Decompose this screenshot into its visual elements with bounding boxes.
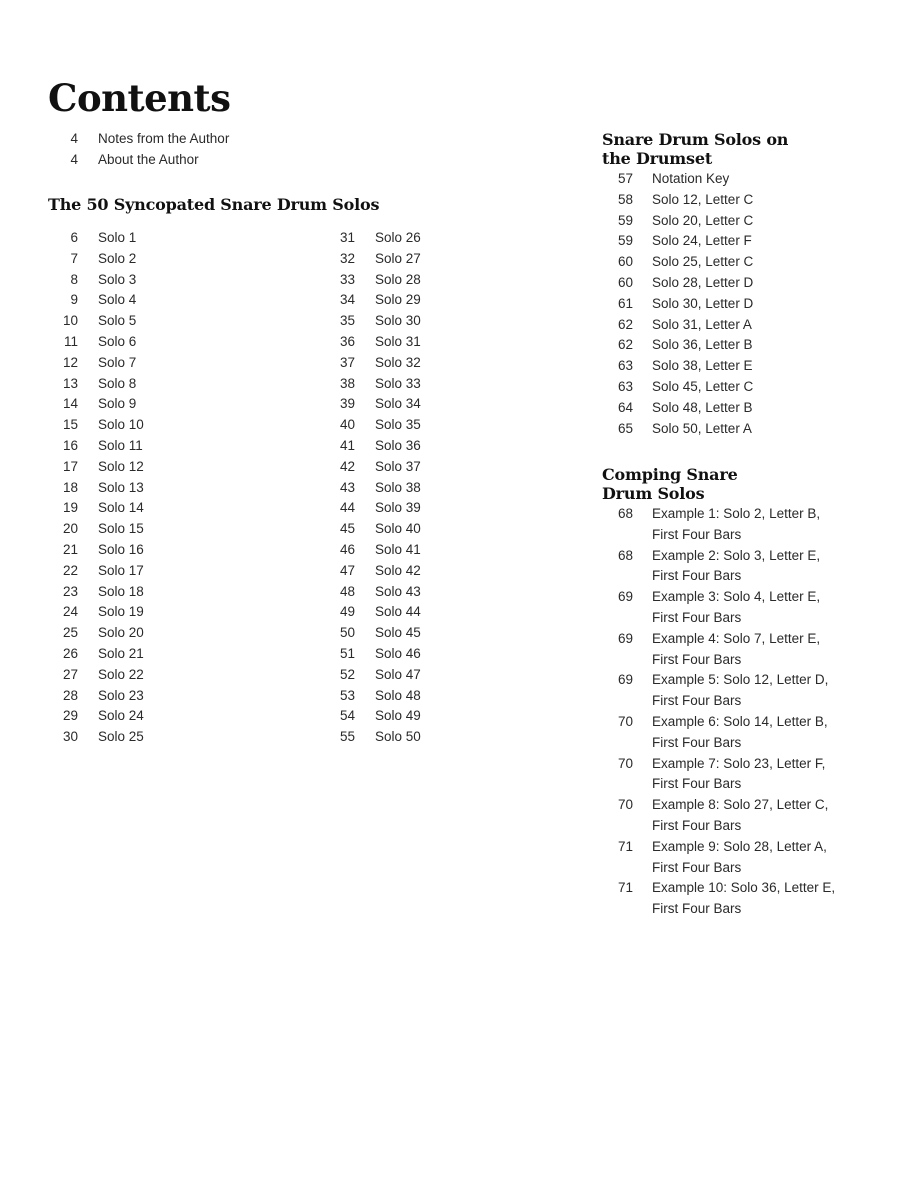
toc-entry xyxy=(48,353,144,374)
toc-entry xyxy=(48,686,144,707)
toc-entry-label: Solo 31 xyxy=(375,333,421,349)
toc-entry-label: Solo 3 xyxy=(98,271,137,287)
toc-page-number: 68 xyxy=(617,547,633,563)
toc-entry xyxy=(325,394,421,415)
toc-page-number: 71 xyxy=(617,838,633,854)
toc-entry xyxy=(325,249,421,270)
toc-entry xyxy=(325,415,421,436)
toc-page-number: 59 xyxy=(617,233,633,249)
toc-entry xyxy=(325,727,421,748)
toc-page-number: 17 xyxy=(62,458,78,474)
toc-entry xyxy=(600,211,753,232)
toc-entry xyxy=(48,478,144,499)
toc-entry xyxy=(325,561,421,582)
toc-entry-label: Solo 36, Letter B xyxy=(652,337,753,353)
toc-entry-label: Solo 44 xyxy=(375,604,421,620)
toc-page-number: 11 xyxy=(63,333,78,349)
toc-page-number: 30 xyxy=(62,729,78,745)
toc-entry-label: Solo 36 xyxy=(375,437,421,453)
toc-entry xyxy=(600,398,753,419)
toc-entry xyxy=(325,602,421,623)
toc-page-number: 22 xyxy=(62,562,78,578)
toc-entry xyxy=(325,519,421,540)
toc-page-number: 41 xyxy=(339,437,355,453)
toc-entry xyxy=(48,561,144,582)
toc-page-number: 52 xyxy=(339,666,355,682)
toc-entry-label: Solo 28, Letter D xyxy=(652,274,754,290)
toc-entry-label: Solo 22 xyxy=(98,666,144,682)
toc-page-number: 18 xyxy=(62,479,78,495)
toc-entry xyxy=(48,332,144,353)
toc-entry-label: Solo 45 xyxy=(375,625,421,641)
toc-entry-label: Solo 18 xyxy=(98,583,144,599)
toc-entry-label: Example 1: Solo 2, Letter B, First Four Bars xyxy=(652,506,821,542)
toc-entry-label: Solo 26 xyxy=(375,230,421,245)
toc-page-number: 26 xyxy=(62,645,78,661)
toc-page-number: 70 xyxy=(617,797,633,813)
page-title: Contents xyxy=(48,76,231,120)
toc-page-number: 64 xyxy=(617,399,633,415)
toc-entry-label: Solo 46 xyxy=(375,645,421,661)
toc-entry-label: Example 8: Solo 27, Letter C, First Four Bars xyxy=(652,797,829,833)
toc-page-number: 28 xyxy=(62,687,78,703)
toc-entry xyxy=(48,727,144,748)
toc-page-number: 8 xyxy=(70,271,78,287)
solos-column-2 xyxy=(325,228,421,748)
toc-entry xyxy=(325,311,421,332)
toc-entry-label: Solo 30, Letter D xyxy=(652,295,754,311)
toc-page-number: 39 xyxy=(339,396,355,412)
toc-entry-label: Solo 9 xyxy=(98,396,137,412)
toc-entry xyxy=(48,436,144,457)
toc-page-number: 7 xyxy=(70,250,78,266)
toc-entry-label: Solo 20, Letter C xyxy=(652,212,754,228)
toc-page-number: 60 xyxy=(617,274,633,290)
toc-entry xyxy=(600,837,835,879)
toc-entry-label: Solo 23 xyxy=(98,687,144,703)
toc-entry-label: Solo 28 xyxy=(375,271,421,287)
toc-page-number: 49 xyxy=(339,604,355,620)
toc-entry-label: Example 5: Solo 12, Letter D, First Four Bars xyxy=(652,672,829,709)
comping-list xyxy=(600,504,835,920)
toc-entry xyxy=(600,629,835,671)
toc-entry-label: Solo 30 xyxy=(375,313,421,329)
toc-entry-label: Solo 5 xyxy=(98,313,137,329)
toc-page-number: 19 xyxy=(62,500,78,516)
toc-entry-label: Example 9: Solo 28, Letter A, First Four Bars xyxy=(652,838,827,875)
toc-page-number: 33 xyxy=(339,271,355,287)
toc-page-number: 58 xyxy=(617,191,633,207)
toc-entry-label: Solo 7 xyxy=(98,354,137,370)
toc-entry xyxy=(600,335,753,356)
toc-entry xyxy=(325,374,421,395)
toc-page-number: 50 xyxy=(339,625,355,641)
toc-entry-label: Solo 20 xyxy=(98,625,144,641)
toc-entry-label: Solo 12, Letter C xyxy=(652,191,754,207)
toc-entry-label: Solo 19 xyxy=(98,604,144,620)
toc-page-number: 71 xyxy=(617,880,633,896)
toc-entry xyxy=(48,150,229,171)
toc-page-number: 42 xyxy=(339,458,355,474)
toc-page-number: 14 xyxy=(62,396,78,412)
toc-entry-label: Example 10: Solo 36, Letter E, First Four Bars xyxy=(652,880,836,917)
drumset-list xyxy=(600,169,753,439)
toc-page-number: 4 xyxy=(70,151,78,167)
toc-entry-label: Solo 35 xyxy=(375,417,421,433)
toc-entry xyxy=(325,540,421,561)
toc-entry-label: Solo 38 xyxy=(375,479,421,495)
toc-entry-label: Solo 25, Letter C xyxy=(652,254,754,270)
toc-page-number: 34 xyxy=(339,292,355,308)
toc-page-number: 13 xyxy=(62,375,78,391)
toc-entry-label: Solo 6 xyxy=(98,333,137,349)
toc-entry-label: Solo 1 xyxy=(98,230,137,245)
comping-section-heading: Comping Snare Drum Solos xyxy=(602,465,738,503)
toc-entry xyxy=(48,644,144,665)
toc-page-number: 27 xyxy=(62,666,78,682)
toc-page-number: 46 xyxy=(339,541,355,557)
toc-entry-label: Solo 16 xyxy=(98,541,144,557)
toc-entry-label: Solo 24, Letter F xyxy=(652,233,752,249)
toc-entry-label: Solo 41 xyxy=(375,541,421,557)
toc-entry-label: Example 2: Solo 3, Letter E, First Four Bars xyxy=(652,547,821,584)
toc-page-number: 12 xyxy=(62,354,78,370)
toc-page-number: 10 xyxy=(62,313,78,329)
toc-page-number: 51 xyxy=(339,645,355,661)
toc-entry-label: Solo 11 xyxy=(98,437,143,453)
toc-entry xyxy=(48,270,144,291)
toc-page-number: 6 xyxy=(70,230,78,245)
toc-entry-label: Solo 21 xyxy=(98,645,144,661)
toc-entry-label: Solo 50, Letter A xyxy=(652,420,752,436)
toc-entry xyxy=(600,273,753,294)
toc-page-number: 62 xyxy=(617,316,633,332)
toc-entry-label: Notation Key xyxy=(652,171,730,186)
toc-entry xyxy=(600,670,835,712)
toc-page-number: 62 xyxy=(617,337,633,353)
toc-entry xyxy=(325,644,421,665)
toc-entry xyxy=(600,712,835,754)
toc-entry-label: Solo 31, Letter A xyxy=(652,316,752,332)
toc-page-number: 40 xyxy=(339,417,355,433)
toc-page-number: 23 xyxy=(62,583,78,599)
toc-page-number: 44 xyxy=(339,500,355,516)
toc-entry xyxy=(600,504,835,546)
toc-page-number: 31 xyxy=(339,230,355,245)
toc-entry-label: Solo 49 xyxy=(375,708,421,724)
drumset-section-heading: Snare Drum Solos on the Drumset xyxy=(602,130,789,168)
toc-page-number: 9 xyxy=(70,292,78,308)
toc-entry xyxy=(325,623,421,644)
toc-entry-label: Solo 29 xyxy=(375,292,421,308)
toc-entry xyxy=(48,129,229,150)
toc-entry-label: Example 3: Solo 4, Letter E, First Four Bars xyxy=(652,589,821,625)
toc-entry xyxy=(48,228,144,249)
toc-entry xyxy=(325,353,421,374)
toc-entry-label: Solo 12 xyxy=(98,458,144,474)
toc-entry xyxy=(325,478,421,499)
toc-page-number: 54 xyxy=(339,708,355,724)
toc-entry xyxy=(600,231,753,252)
toc-page-number: 61 xyxy=(617,295,633,311)
toc-entry-label: Solo 24 xyxy=(98,708,144,724)
toc-entry-label: About the Author xyxy=(98,151,199,167)
toc-page-number: 38 xyxy=(339,375,355,391)
toc-entry-label: Solo 15 xyxy=(98,521,144,537)
toc-entry-label: Solo 14 xyxy=(98,500,144,516)
toc-entry xyxy=(600,878,835,920)
toc-entry xyxy=(48,311,144,332)
toc-page-number: 32 xyxy=(339,250,355,266)
intro-list xyxy=(48,129,229,171)
toc-entry-label: Solo 34 xyxy=(375,396,421,412)
toc-entry-label: Solo 10 xyxy=(98,417,144,433)
toc-entry xyxy=(600,315,753,336)
toc-page-number: 69 xyxy=(617,630,633,646)
toc-page-number: 20 xyxy=(62,521,78,537)
toc-page-number: 35 xyxy=(339,313,355,329)
toc-entry xyxy=(48,457,144,478)
toc-page-number: 45 xyxy=(339,521,355,537)
toc-entry xyxy=(600,587,835,629)
toc-page-number: 65 xyxy=(617,420,633,436)
toc-page-number: 29 xyxy=(62,708,78,724)
toc-entry xyxy=(600,356,753,377)
toc-page-number: 60 xyxy=(617,254,633,270)
toc-entry-label: Solo 40 xyxy=(375,521,421,537)
toc-entry-label: Example 6: Solo 14, Letter B, First Four Bars xyxy=(652,713,828,750)
toc-entry xyxy=(48,706,144,727)
toc-entry xyxy=(325,582,421,603)
toc-entry xyxy=(325,290,421,311)
toc-entry-label: Solo 45, Letter C xyxy=(652,378,754,394)
toc-entry xyxy=(600,169,753,190)
toc-page-number: 63 xyxy=(617,378,633,394)
toc-entry xyxy=(600,377,753,398)
toc-page-number: 4 xyxy=(70,131,78,146)
toc-entry xyxy=(325,332,421,353)
toc-entry-label: Solo 8 xyxy=(98,375,137,391)
toc-entry xyxy=(48,519,144,540)
toc-entry-label: Solo 43 xyxy=(375,583,421,599)
toc-page-number: 37 xyxy=(339,354,355,370)
toc-entry xyxy=(325,665,421,686)
toc-entry xyxy=(600,294,753,315)
toc-page-number: 16 xyxy=(62,437,78,453)
toc-entry-label: Solo 27 xyxy=(375,250,421,266)
toc-page-number: 36 xyxy=(339,333,355,349)
toc-page-number: 24 xyxy=(62,604,78,620)
toc-entry xyxy=(600,795,835,837)
toc-entry xyxy=(325,436,421,457)
toc-page-number: 69 xyxy=(617,589,633,605)
toc-entry-label: Solo 47 xyxy=(375,666,421,682)
toc-entry-label: Solo 50 xyxy=(375,729,421,745)
toc-entry-label: Example 7: Solo 23, Letter F, First Four Bars xyxy=(652,755,826,792)
toc-entry-label: Solo 37 xyxy=(375,458,421,474)
toc-entry xyxy=(48,602,144,623)
toc-entry xyxy=(48,498,144,519)
toc-page-number: 25 xyxy=(62,625,78,641)
toc-entry xyxy=(600,419,753,440)
toc-entry-label: Solo 17 xyxy=(98,562,144,578)
toc-entry-label: Solo 33 xyxy=(375,375,421,391)
toc-entry xyxy=(48,540,144,561)
toc-entry xyxy=(325,228,421,249)
toc-entry-label: Solo 38, Letter E xyxy=(652,358,753,374)
toc-page-number: 57 xyxy=(617,171,633,186)
toc-entry xyxy=(600,252,753,273)
toc-page-number: 69 xyxy=(617,672,633,688)
toc-page-number: 43 xyxy=(339,479,355,495)
toc-entry xyxy=(325,270,421,291)
toc-page-number: 55 xyxy=(339,729,355,745)
toc-entry-label: Example 4: Solo 7, Letter E, First Four Bars xyxy=(652,630,821,667)
toc-entry-label: Solo 13 xyxy=(98,479,144,495)
toc-entry xyxy=(48,374,144,395)
toc-entry xyxy=(600,546,835,588)
toc-page-number: 47 xyxy=(339,562,355,578)
toc-entry-label: Solo 48 xyxy=(375,687,421,703)
toc-page-number: 15 xyxy=(62,417,78,433)
toc-page-number: 21 xyxy=(62,541,78,557)
toc-entry-label: Solo 2 xyxy=(98,250,137,266)
toc-entry xyxy=(325,706,421,727)
toc-page-number: 53 xyxy=(339,687,355,703)
toc-entry-label: Notes from the Author xyxy=(98,131,230,146)
toc-entry xyxy=(48,249,144,270)
toc-page-number: 48 xyxy=(339,583,355,599)
toc-page-number: 70 xyxy=(617,755,633,771)
toc-entry xyxy=(48,582,144,603)
toc-entry xyxy=(48,394,144,415)
toc-page-number: 63 xyxy=(617,358,633,374)
toc-entry xyxy=(325,457,421,478)
toc-entry xyxy=(48,623,144,644)
toc-entry-label: Solo 25 xyxy=(98,729,144,745)
toc-entry-label: Solo 39 xyxy=(375,500,421,516)
toc-entry xyxy=(48,415,144,436)
toc-entry-label: Solo 48, Letter B xyxy=(652,399,753,415)
toc-entry xyxy=(325,498,421,519)
toc-entry xyxy=(600,754,835,796)
toc-entry xyxy=(325,686,421,707)
solos-section-heading: The 50 Syncopated Snare Drum Solos xyxy=(48,195,380,214)
toc-entry-label: Solo 42 xyxy=(375,562,421,578)
toc-entry-label: Solo 32 xyxy=(375,354,421,370)
toc-page-number: 68 xyxy=(617,506,633,521)
toc-page-number: 59 xyxy=(617,212,633,228)
toc-entry xyxy=(48,290,144,311)
toc-entry-label: Solo 4 xyxy=(98,292,137,308)
toc-page-number: 70 xyxy=(617,713,633,729)
solos-column-1 xyxy=(48,228,144,748)
toc-entry xyxy=(600,190,753,211)
toc-entry xyxy=(48,665,144,686)
